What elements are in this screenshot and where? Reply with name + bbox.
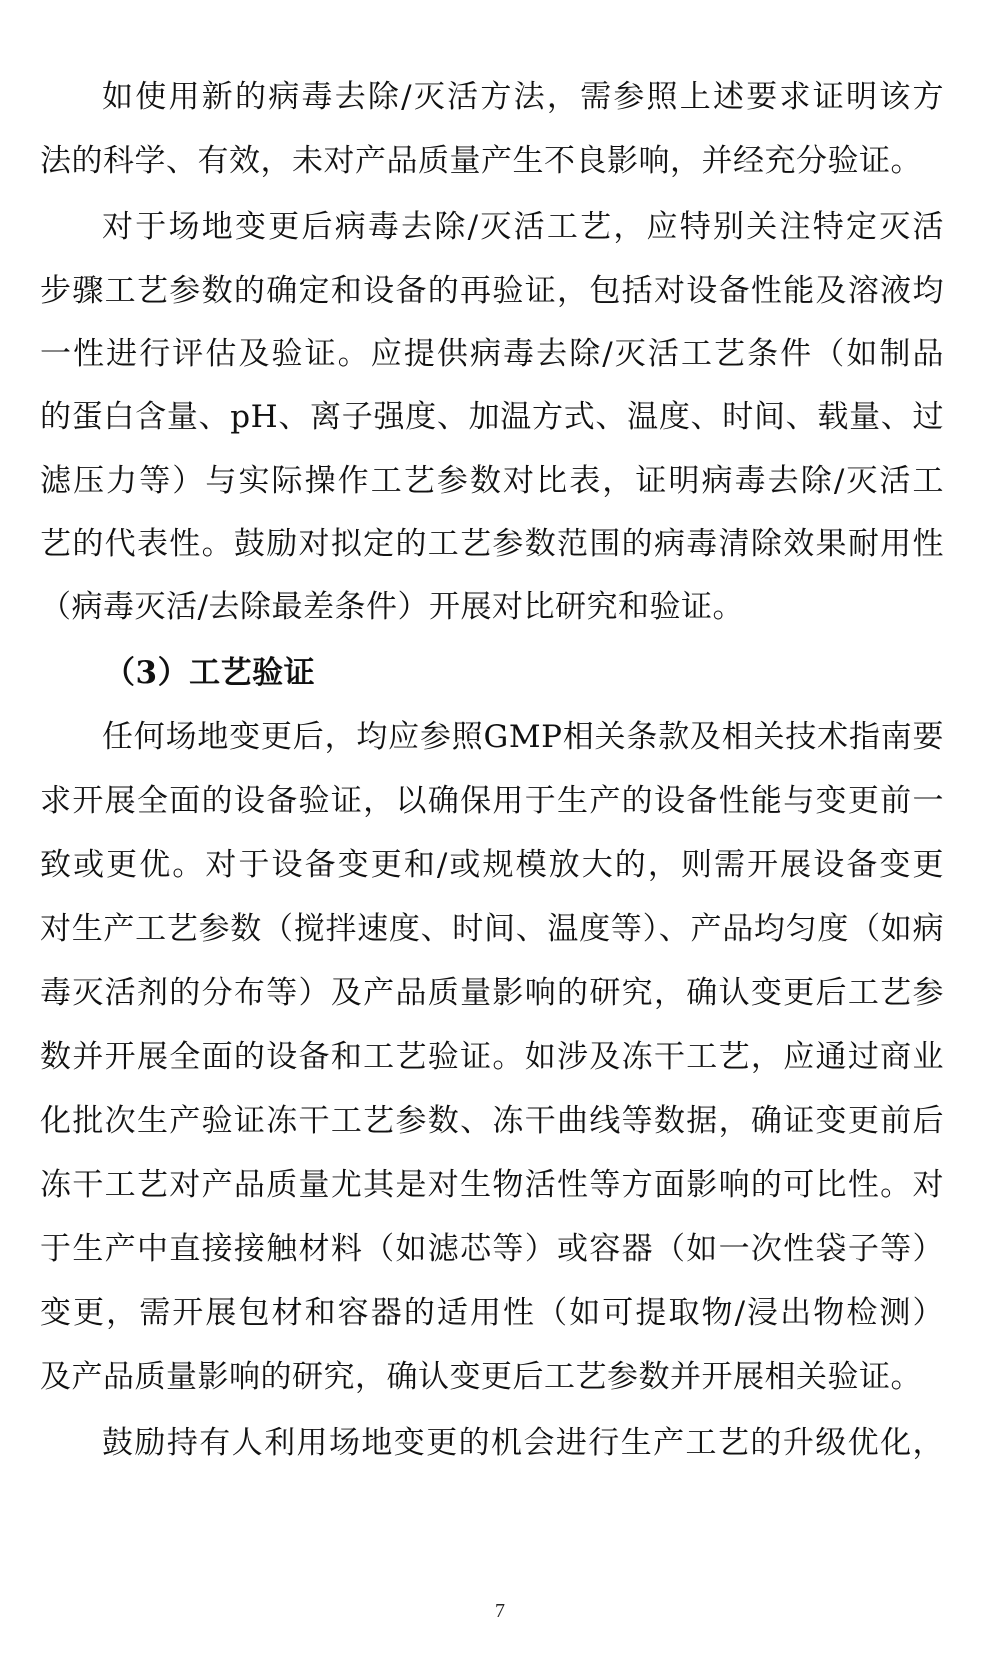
- paragraph-3-line-5: 毒灭活剂的分布等）及产品质量影响的研究，确认变更后工艺参: [40, 975, 944, 1011]
- paragraph-2-line-5: 滤压力等）与实际操作工艺参数对比表，证明病毒去除/灭活工: [40, 463, 944, 499]
- paragraph-4-line-1: 鼓励持有人利用场地变更的机会进行生产工艺的升级优化，: [102, 1425, 944, 1461]
- paragraph-2-line-7: （病毒灭活/去除最差条件）开展对比研究和验证。: [40, 589, 744, 625]
- paragraph-2-line-1: 对于场地变更后病毒去除/灭活工艺，应特别关注特定灭活: [102, 209, 944, 245]
- paragraph-2-line-3: 一性进行评估及验证。应提供病毒去除/灭活工艺条件（如制品: [40, 336, 944, 372]
- paragraph-2-line-4: 的蛋白含量、pH、离子强度、加温方式、温度、时间、载量、过: [40, 399, 944, 435]
- paragraph-3-line-2: 求开展全面的设备验证，以确保用于生产的设备性能与变更前一: [40, 783, 944, 819]
- paragraph-3-line-11: 及产品质量影响的研究，确认变更后工艺参数并开展相关验证。: [40, 1359, 922, 1395]
- page-number: 7: [495, 1600, 505, 1622]
- section-heading: （3）工艺验证: [104, 655, 316, 691]
- paragraph-3-line-10: 变更，需开展包材和容器的适用性（如可提取物/浸出物检测）: [40, 1295, 944, 1331]
- paragraph-3-line-7: 化批次生产验证冻干工艺参数、冻干曲线等数据，确证变更前后: [40, 1103, 944, 1139]
- paragraph-2-line-2: 步骤工艺参数的确定和设备的再验证，包括对设备性能及溶液均: [40, 273, 944, 309]
- paragraph-3-line-9: 于生产中直接接触材料（如滤芯等）或容器（如一次性袋子等）: [40, 1231, 944, 1267]
- paragraph-1-line-2: 法的科学、有效，未对产品质量产生不良影响，并经充分验证。: [40, 143, 922, 179]
- paragraph-3-line-3: 致或更优。对于设备变更和/或规模放大的，则需开展设备变更: [40, 847, 944, 883]
- paragraph-3-line-8: 冻干工艺对产品质量尤其是对生物活性等方面影响的可比性。对: [40, 1167, 944, 1203]
- paragraph-3-line-1: 任何场地变更后，均应参照GMP相关条款及相关技术指南要: [102, 719, 944, 755]
- paragraph-3-line-6: 数并开展全面的设备和工艺验证。如涉及冻干工艺，应通过商业: [40, 1039, 944, 1075]
- paragraph-3-line-4: 对生产工艺参数（搅拌速度、时间、温度等）、产品均匀度（如病: [40, 911, 944, 947]
- paragraph-2-line-6: 艺的代表性。鼓励对拟定的工艺参数范围的病毒清除效果耐用性: [40, 526, 944, 562]
- paragraph-1-line-1: 如使用新的病毒去除/灭活方法，需参照上述要求证明该方: [102, 79, 944, 115]
